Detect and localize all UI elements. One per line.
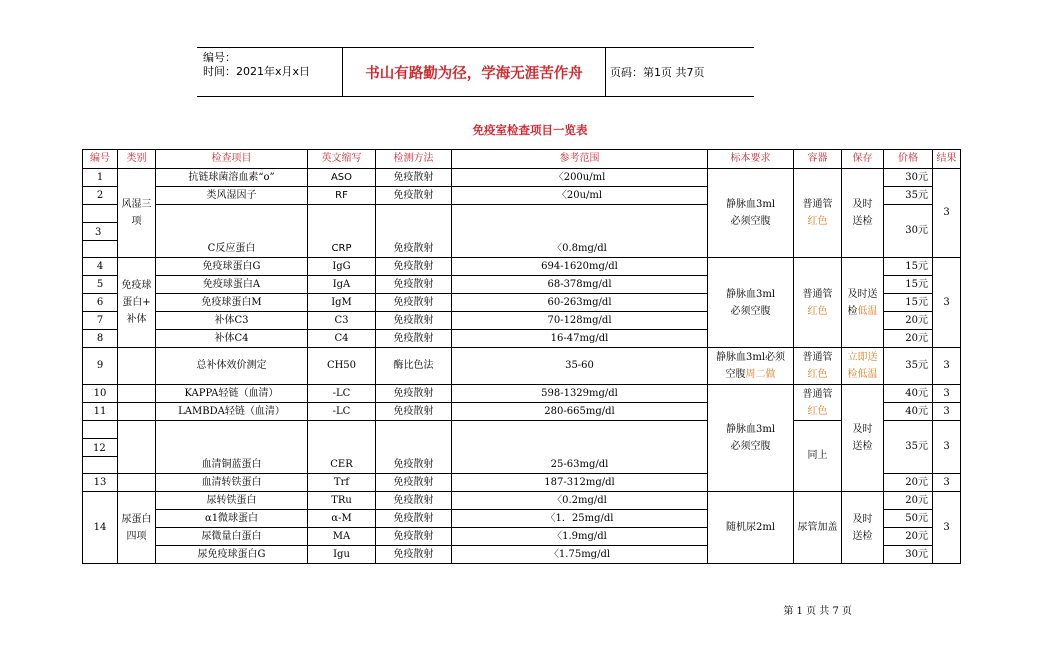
cell-price: 30元 [884,169,933,187]
cell-abbr: TRu [308,492,376,510]
cell-abbr: IgG [308,258,376,276]
cell-divider [83,456,117,457]
cell-container: 同上 [794,421,842,492]
cell-reference: 694-1620mg/dl [452,258,708,276]
cell-item: 尿免疫球蛋白G [156,546,308,564]
cell-number: 7 [83,312,118,330]
column-header: 标本要求 [708,150,794,169]
specimen-text: 静脉血3ml [725,288,776,300]
cell-specimen: 随机尿2ml [708,492,794,564]
column-header: 英文缩写 [308,150,376,169]
storage-warning: 低温 [857,305,878,317]
cell-abbr: -LC [308,403,376,421]
cell-result: 3 [933,492,961,564]
cell-price: 35元 [884,187,933,205]
number-text: 3 [95,227,102,238]
container-text: 普通管 [802,199,833,210]
table-row [83,421,961,474]
column-header: 参考范围 [452,150,708,169]
cell-divider [83,222,117,223]
cell-method: 免疫散射 [376,276,452,294]
cell-price: 20元 [884,312,933,330]
column-header: 结果 [933,150,961,169]
cell-reference: 60-263mg/dl [452,294,708,312]
table-row [83,492,961,510]
cell-item: α1微球蛋白 [156,510,308,528]
cell-abbr: IgM [308,294,376,312]
cell-result: 3 [933,474,961,492]
cell-divider [83,240,117,241]
cell-reference: 〈1．25mg/dl [452,510,708,528]
cell-category [118,385,156,403]
cell-method: 免疫散射 [376,528,452,546]
cell-item: 尿微量白蛋白 [156,528,308,546]
cell-abbr: α-M [308,510,376,528]
storage-text: 送检 [852,441,873,452]
specimen-text: 静脉血3ml [725,424,776,435]
cell-number: 13 [83,474,118,492]
column-header: 检测方法 [376,150,452,169]
cell-abbr: IgA [308,276,376,294]
cell-item: LAMBDA轻链（血清） [156,403,308,421]
cell-item: 抗链球菌溶血素“o” [156,169,308,187]
cell-price: 30元 [884,205,933,258]
cell-container [794,169,842,258]
cell-method: 免疫散射 [376,294,452,312]
cell-price: 30元 [884,546,933,564]
cell-item: C反应蛋白 [156,205,308,258]
cell-specimen [708,169,794,258]
cell-abbr: CRP [308,205,376,258]
cell-price: 20元 [884,330,933,348]
cell-result: 3 [933,421,961,474]
specimen-text: 静脉血3ml必须 [715,352,786,363]
cell-result: 3 [933,385,961,403]
number-label: 编号： [203,51,236,64]
cell-number: 10 [83,385,118,403]
cell-result: 3 [933,403,961,421]
cell-result: 3 [933,348,961,385]
cell-method: 免疫散射 [376,510,452,528]
cell-method: 免疫散射 [376,169,452,187]
cell-number: 1 [83,169,118,187]
cell-price: 40元 [884,403,933,421]
cell-category [118,258,156,348]
cell-container [794,348,842,385]
cell-abbr: C4 [308,330,376,348]
table-header-row [83,150,961,169]
cell-number: 11 [83,403,118,421]
cell-method: 免疫散射 [376,421,452,474]
cell-reference: 〈20u/ml [452,187,708,205]
cell-method: 免疫散射 [376,187,452,205]
cell-container: 尿管加盖 [794,492,842,564]
container-color: 红色 [807,305,828,317]
cell-method: 免疫散射 [376,385,452,403]
items-table [82,149,961,564]
category-text: 四项 [126,530,147,542]
cell-reference: 70-128mg/dl [452,312,708,330]
cell-method: 免疫散射 [376,546,452,564]
cell-abbr: Trf [308,474,376,492]
cell-category [118,421,156,474]
cell-item: 类风湿因子 [156,187,308,205]
cell-method: 免疫散射 [376,492,452,510]
table-row [83,385,961,403]
cell-divider [83,438,117,439]
cell-item: 总补体效价测定 [156,348,308,385]
storage-text: 检 [847,305,858,317]
cell-reference: 16-47mg/dl [452,330,708,348]
cell-number: 9 [83,348,118,385]
cell-reference: 598-1329mg/dl [452,385,708,403]
container-text: 普通管 [802,288,833,300]
cell-price: 50元 [884,510,933,528]
cell-category [118,474,156,492]
cell-reference: 〈200u/ml [452,169,708,187]
cell-item: 补体C4 [156,330,308,348]
cell-method: 免疫散射 [376,312,452,330]
cell-price: 40元 [884,385,933,403]
cell-specimen [708,385,794,492]
cell-reference: 280-665mg/dl [452,403,708,421]
cell-storage [842,169,884,258]
time-label: 时间：2021年x月x日 [203,65,311,78]
cell-price: 20元 [884,528,933,546]
cell-abbr: MA [308,528,376,546]
cell-number: 2 [83,187,118,205]
cell-number: 4 [83,258,118,276]
table-row [83,348,961,385]
storage-text: 立即送 [847,352,878,363]
cell-price: 20元 [884,474,933,492]
specimen-text: 必须空腹 [730,441,771,452]
specimen-text: 必须空腹 [730,216,771,227]
cell-category [118,169,156,258]
cell-method: 免疫散射 [376,258,452,276]
storage-text: 及时 [852,424,873,435]
cell-method: 免疫散射 [376,403,452,421]
container-color: 红色 [807,216,828,227]
cell-container [794,258,842,348]
cell-item: 免疫球蛋白G [156,258,308,276]
cell-price: 35元 [884,421,933,474]
storage-text: 及时 [852,513,873,525]
cell-abbr: C3 [308,312,376,330]
cell-result: 3 [933,258,961,348]
container-color: 红色 [807,405,828,417]
document-title: 免疫室检查项目一览表 [472,123,588,137]
cell-storage [842,385,884,492]
cell-abbr: CER [308,421,376,474]
cell-number: 6 [83,294,118,312]
cell-item: KAPPA轻链（血清） [156,385,308,403]
cell-item: 免疫球蛋白A [156,276,308,294]
cell-price: 35元 [884,348,933,385]
cell-item: 补体C3 [156,312,308,330]
storage-text: 送检 [852,530,873,542]
container-color: 红色 [807,369,828,380]
cell-price: 20元 [884,492,933,510]
container-text: 普通管 [802,352,833,363]
specimen-text: 必须空腹 [730,305,771,317]
document-header [197,47,754,97]
cell-item: 尿转铁蛋白 [156,492,308,510]
cell-storage [842,258,884,348]
cell-number: 14 [83,492,118,564]
column-header: 检查项目 [156,150,308,169]
cell-number: 8 [83,330,118,348]
cell-method: 酶比色法 [376,348,452,385]
category-text: 补体 [126,314,147,325]
header-divider [605,48,606,96]
cell-category [118,492,156,564]
cell-storage [842,348,884,385]
cell-item: 血清铜蓝蛋白 [156,421,308,474]
number-text: 12 [93,443,106,454]
cell-category [118,403,156,421]
cell-number [83,421,118,474]
specimen-warning: 周二做 [745,369,776,380]
header-page-number: 页码：第1页 共7页 [610,66,705,79]
column-header: 类别 [118,150,156,169]
page-footer: 第 1 页 共 7 页 [783,606,852,617]
column-header: 保存 [842,150,884,169]
header-left [203,51,310,79]
cell-reference: 68-378mg/dl [452,276,708,294]
cell-abbr: CH50 [308,348,376,385]
cell-abbr: ASO [308,169,376,187]
column-header: 编号 [83,150,118,169]
storage-text: 送检 [852,216,873,227]
cell-method: 免疫散射 [376,474,452,492]
specimen-text: 静脉血3ml [725,199,776,210]
column-header: 容器 [794,150,842,169]
table-row [83,169,961,187]
cell-price: 15元 [884,258,933,276]
category-text: 项 [131,216,142,227]
storage-text: 及时 [852,199,873,210]
category-text: 尿蛋白 [121,513,152,525]
category-text: 免疫球 [121,280,152,291]
cell-item: 免疫球蛋白M [156,294,308,312]
cell-reference: 〈0.8mg/dl [452,205,708,258]
cell-number: 5 [83,276,118,294]
cell-reference: 〈1.75mg/dl [452,546,708,564]
cell-result: 3 [933,169,961,258]
cell-price: 15元 [884,276,933,294]
column-header: 价格 [884,150,933,169]
cell-method: 免疫散射 [376,205,452,258]
cell-storage [842,492,884,564]
cell-container [794,385,842,421]
category-text: 蛋白+ [122,297,151,308]
cell-specimen [708,348,794,385]
cell-reference: 25-63mg/dl [452,421,708,474]
cell-specimen [708,258,794,348]
cell-reference: 35-60 [452,348,708,385]
cell-category [118,348,156,385]
cell-abbr: -LC [308,385,376,403]
specimen-text: 空腹 [725,369,746,380]
header-motto: 书山有路勤为径，学海无涯苦作舟 [365,64,583,82]
cell-abbr: Igu [308,546,376,564]
cell-reference: 187-312mg/dl [452,474,708,492]
category-text: 风湿三 [121,199,152,210]
container-text: 普通管 [802,388,833,400]
cell-reference: 〈0.2mg/dl [452,492,708,510]
cell-method: 免疫散射 [376,330,452,348]
storage-text: 检低温 [847,369,878,380]
storage-text: 及时送 [847,288,878,300]
cell-number [83,205,118,258]
cell-reference: 〈1.9mg/dl [452,528,708,546]
table-row [83,258,961,276]
cell-item: 血清转铁蛋白 [156,474,308,492]
cell-abbr: RF [308,187,376,205]
cell-price: 15元 [884,294,933,312]
